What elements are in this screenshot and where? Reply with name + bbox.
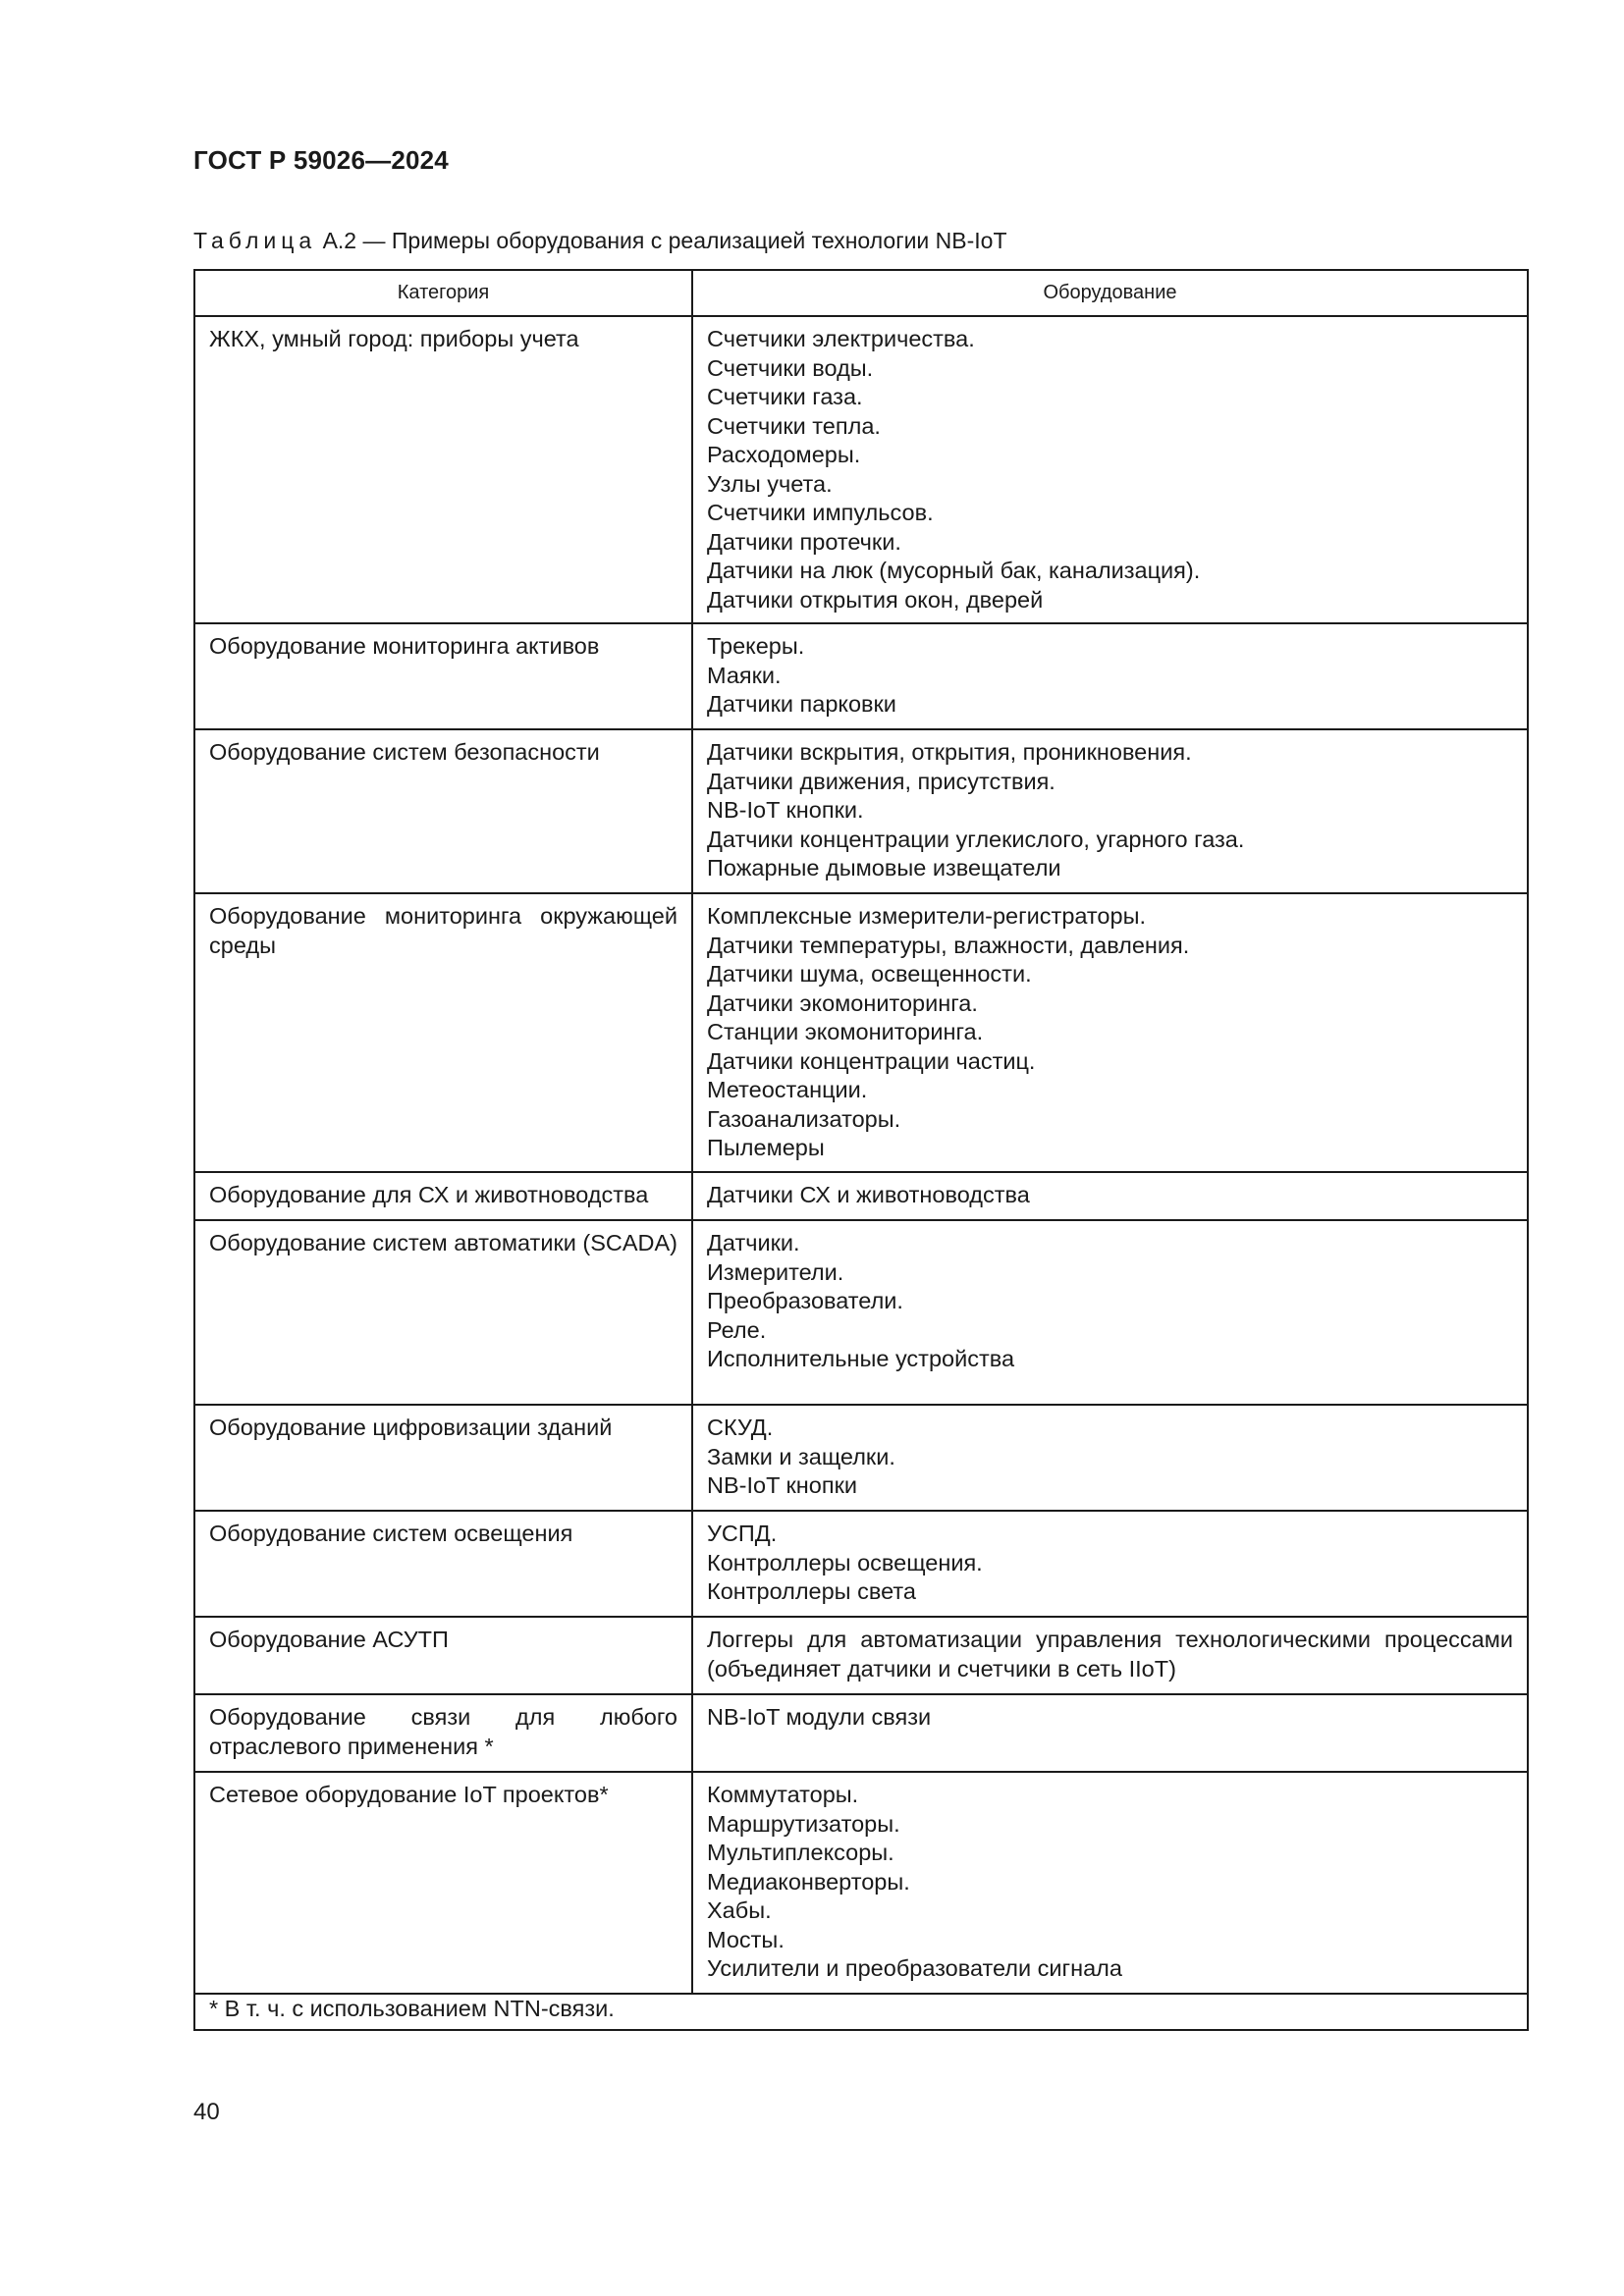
table-row bbox=[194, 1694, 1528, 1772]
equipment-item: Хабы. bbox=[707, 1897, 772, 1923]
equipment-cell bbox=[692, 893, 1528, 1172]
equipment-item: Логгеры для автоматизации управления технологическими процессами (объединяет датчики и счетчики в сеть IIoT) bbox=[707, 1627, 1513, 1682]
equipment-item: СКУД. bbox=[707, 1415, 774, 1440]
equipment-item: Счетчики тепла. bbox=[707, 412, 881, 439]
equipment-item: Датчики температуры, влажности, давления. bbox=[707, 932, 1190, 958]
equipment-item: Контроллеры освещения. bbox=[707, 1549, 983, 1575]
table-caption-prefix: Таблица bbox=[193, 228, 317, 253]
equipment-table bbox=[193, 269, 1529, 2031]
equipment-cell bbox=[692, 1220, 1528, 1405]
equipment-item: Мультиплексоры. bbox=[707, 1840, 894, 1865]
category-cell: Оборудование для СХ и животноводства bbox=[194, 1172, 692, 1220]
equipment-item: Газоанализаторы. bbox=[707, 1105, 901, 1132]
equipment-item: NB-IoT кнопки bbox=[707, 1472, 857, 1498]
equipment-item: Исполнительные устройства bbox=[707, 1346, 1015, 1371]
equipment-item: Датчики парковки bbox=[707, 691, 896, 717]
equipment-item: Счетчики газа. bbox=[707, 384, 863, 409]
equipment-cell bbox=[692, 1772, 1528, 1994]
page-number: 40 bbox=[193, 2099, 220, 2125]
category-cell: Оборудование систем автоматики (SCADA) bbox=[194, 1220, 692, 1405]
equipment-item: УСПД. bbox=[707, 1521, 778, 1546]
equipment-item: Измерители. bbox=[707, 1258, 844, 1285]
equipment-item: Коммутаторы. bbox=[707, 1782, 859, 1807]
equipment-cell bbox=[692, 316, 1528, 623]
equipment-cell bbox=[692, 623, 1528, 729]
equipment-item: Пожарные дымовые извещатели bbox=[707, 855, 1061, 881]
equipment-item: Усилители и преобразователи сигнала bbox=[707, 1955, 1122, 1981]
equipment-item: Реле. bbox=[707, 1316, 767, 1343]
equipment-cell bbox=[692, 1694, 1528, 1772]
category-cell: Оборудование АСУТП bbox=[194, 1617, 692, 1694]
equipment-item: Расходомеры. bbox=[707, 442, 861, 467]
category-cell: ЖКХ, умный город: приборы учета bbox=[194, 316, 692, 623]
equipment-item: NB-IoT модули связи bbox=[707, 1704, 932, 1730]
equipment-item: Датчики движения, присутствия. bbox=[707, 768, 1056, 794]
footnote-row bbox=[194, 1994, 1528, 2030]
equipment-item: Контроллеры света bbox=[707, 1578, 916, 1604]
equipment-cell bbox=[692, 729, 1528, 893]
equipment-cell bbox=[692, 1511, 1528, 1617]
equipment-item: Датчики СХ и животноводства bbox=[707, 1182, 1030, 1207]
table-row bbox=[194, 1220, 1528, 1405]
table-caption bbox=[193, 228, 1007, 254]
equipment-item: Метеостанции. bbox=[707, 1077, 868, 1102]
equipment-item: Счетчики электричества. bbox=[707, 326, 975, 351]
category-cell: Сетевое оборудование IoT проектов* bbox=[194, 1772, 692, 1994]
table-row bbox=[194, 729, 1528, 893]
category-cell: Оборудование систем безопасности bbox=[194, 729, 692, 893]
equipment-item: Датчики шума, освещенности. bbox=[707, 961, 1032, 987]
equipment-item: Датчики открытия окон, дверей bbox=[707, 586, 1044, 613]
equipment-item: Преобразователи. bbox=[707, 1288, 903, 1313]
table-row bbox=[194, 1172, 1528, 1220]
column-header-category: Категория bbox=[194, 270, 692, 316]
table-row bbox=[194, 1617, 1528, 1694]
equipment-item: Датчики на люк (мусорный бак, канализация). bbox=[707, 558, 1201, 583]
table-row bbox=[194, 316, 1528, 623]
column-header-equipment: Оборудование bbox=[692, 270, 1528, 316]
equipment-item: Счетчики воды. bbox=[707, 354, 874, 381]
table-footnote: * В т. ч. с использованием NTN-связи. bbox=[194, 1994, 1528, 2030]
equipment-item: Датчики. bbox=[707, 1230, 800, 1255]
equipment-item: Маяки. bbox=[707, 662, 782, 688]
table-body bbox=[194, 316, 1528, 1994]
equipment-item: Трекеры. bbox=[707, 633, 805, 659]
table-row bbox=[194, 623, 1528, 729]
equipment-item: Комплексные измерители-регистраторы. bbox=[707, 903, 1146, 929]
category-cell: Оборудование мониторинга активов bbox=[194, 623, 692, 729]
table-row bbox=[194, 1772, 1528, 1994]
equipment-item: Датчики концентрации углекислого, угарного газа. bbox=[707, 826, 1245, 852]
document-code: ГОСТ Р 59026—2024 bbox=[193, 145, 449, 175]
category-cell: Оборудование мониторинга окружающей среды bbox=[194, 893, 692, 1172]
equipment-item: NB-IoT кнопки. bbox=[707, 797, 864, 823]
equipment-item: Датчики концентрации частиц. bbox=[707, 1047, 1036, 1074]
table-header-row bbox=[194, 270, 1528, 316]
category-cell: Оборудование связи для любого отраслевого применения * bbox=[194, 1694, 692, 1772]
equipment-item: Датчики вскрытия, открытия, проникновения. bbox=[707, 739, 1192, 765]
equipment-item: Счетчики импульсов. bbox=[707, 500, 934, 525]
equipment-cell bbox=[692, 1172, 1528, 1220]
equipment-item: Мосты. bbox=[707, 1926, 785, 1952]
equipment-item: Датчики экомониторинга. bbox=[707, 989, 978, 1016]
table-row bbox=[194, 1511, 1528, 1617]
equipment-item: Датчики протечки. bbox=[707, 528, 901, 555]
equipment-item: Маршрутизаторы. bbox=[707, 1810, 900, 1837]
table-row bbox=[194, 1405, 1528, 1511]
equipment-cell bbox=[692, 1405, 1528, 1511]
equipment-item: Замки и защелки. bbox=[707, 1443, 895, 1469]
table-row bbox=[194, 893, 1528, 1172]
equipment-item: Пылемеры bbox=[707, 1135, 825, 1160]
equipment-item: Медиаконверторы. bbox=[707, 1868, 910, 1895]
equipment-cell bbox=[692, 1617, 1528, 1694]
equipment-item: Узлы учета. bbox=[707, 470, 833, 497]
table-caption-text: А.2 — Примеры оборудования с реализацией технологии NB-IoT bbox=[316, 228, 1007, 253]
category-cell: Оборудование цифровизации зданий bbox=[194, 1405, 692, 1511]
category-cell: Оборудование систем освещения bbox=[194, 1511, 692, 1617]
equipment-item: Станции экомониторинга. bbox=[707, 1019, 984, 1044]
